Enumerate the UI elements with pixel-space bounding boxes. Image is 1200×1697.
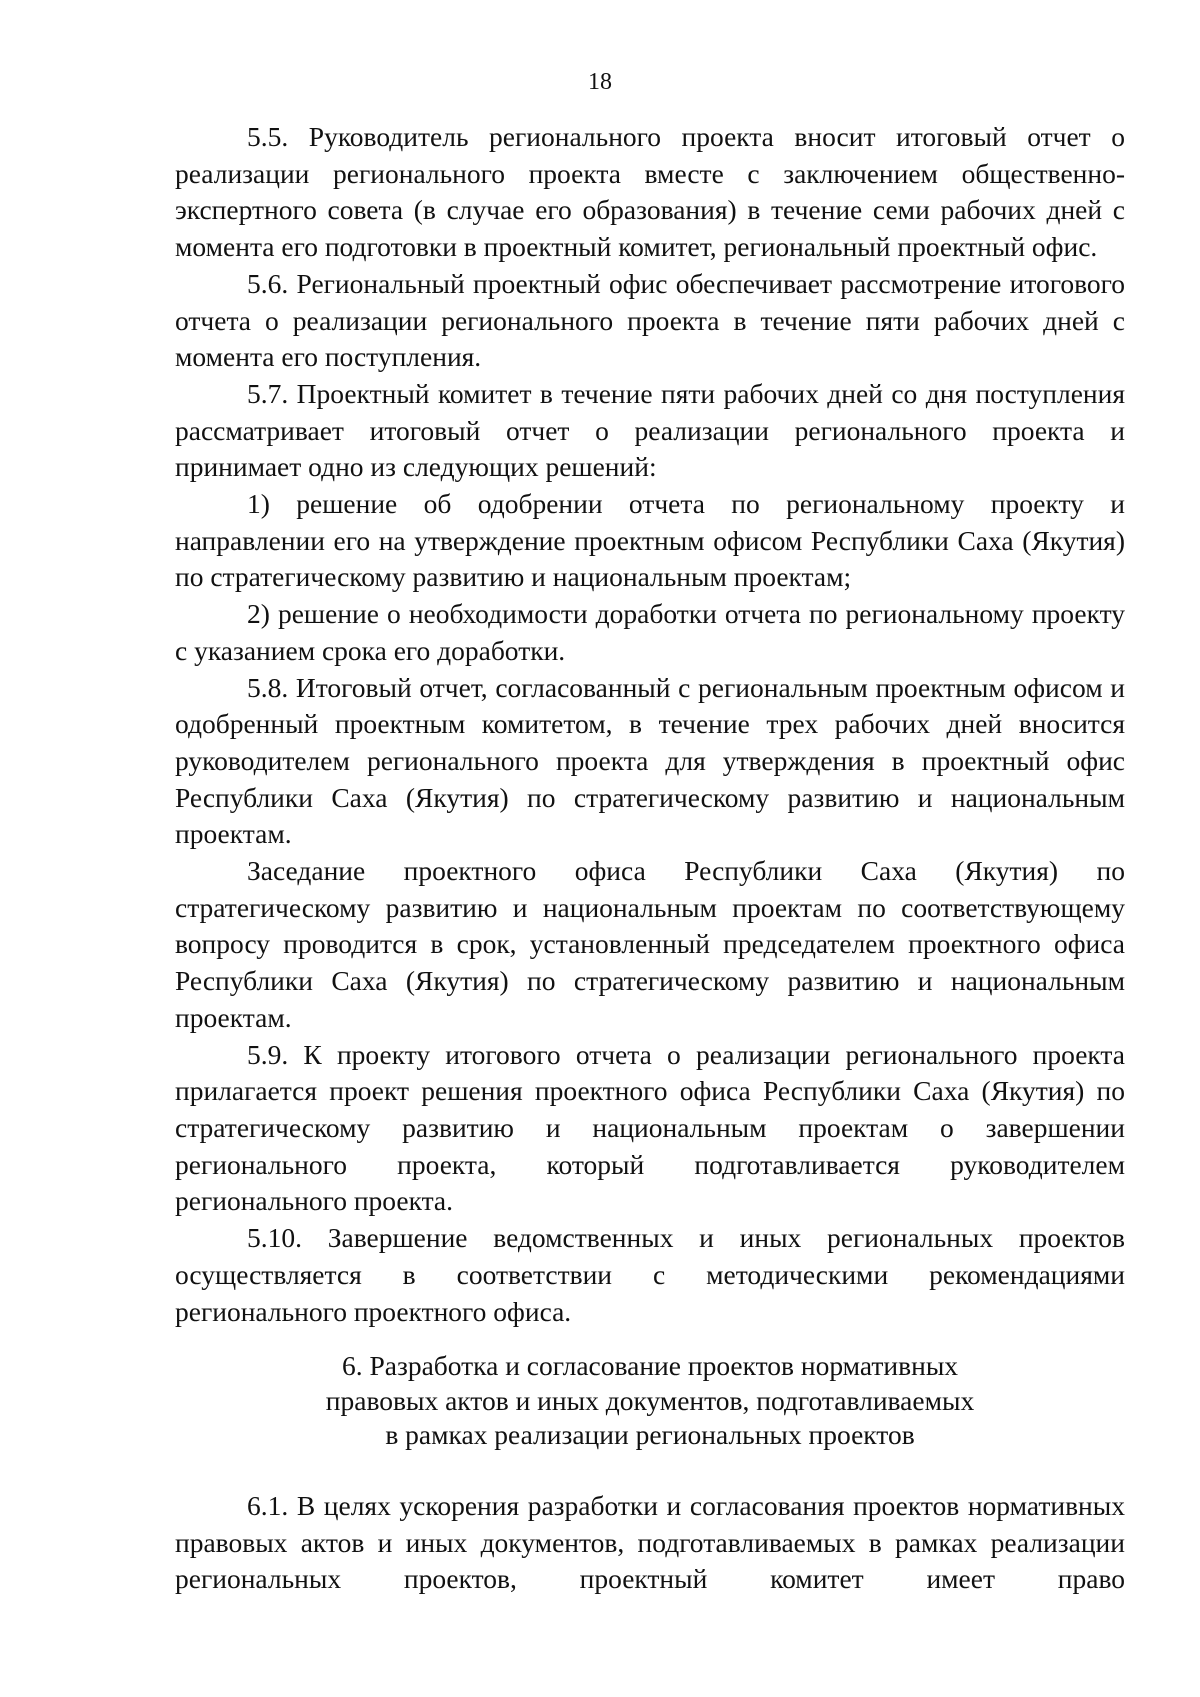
section5-body xyxy=(175,119,1125,1330)
paragraph-5-7-item-1: 1) решение об одобрении отчета по региональному проекту и направлении его на утверждение проектным офисом Республики Саха (Якутия) по стратегическому развитию и национальным проектам; xyxy=(175,488,1125,593)
section-6-heading-line-1: 6. Разработка и согласование проектов нормативных xyxy=(341,1350,959,1381)
paragraph-5-6: 5.6. Региональный проектный офис обеспечивает рассмотрение итогового отчета о реализации регионального проекта в течение пяти рабочих дней с момента его поступления. xyxy=(175,267,1125,373)
section-6-heading-line-3: в рамках реализации региональных проектов xyxy=(385,1419,915,1450)
section-6-heading xyxy=(175,1349,1125,1453)
paragraph-5-9: 5.9. К проекту итогового отчета о реализации регионального проекта прилагается проект решения проектного офиса Республики Саха (Якутия) по стратегическому развитию и национальным проектам о завершении регионального проекта, который подготавливается руководителем регионального проекта. xyxy=(175,1038,1125,1217)
paragraph-5-8-meeting: Заседание проектного офиса Республики Саха (Якутия) по стратегическому развитию и национальным проектам по соответствующему вопросу проводится в срок, установленный председателем проектного офиса Республики Саха (Якутия) по стратегическому развитию и национальным проектам. xyxy=(175,855,1125,1033)
page-number: 18 xyxy=(588,69,612,95)
paragraph-5-5: 5.5. Руководитель регионального проекта вносит итоговый отчет о реализации регионального проекта вместе с заключением общественно-экспертного совета (в случае его образования) в течение семи рабочих дней с момента его подготовки в проектный комитет, региональный проектный офис. xyxy=(175,121,1125,263)
section6-body xyxy=(175,1488,1125,1598)
paragraph-5-10: 5.10. Завершение ведомственных и иных региональных проектов осуществляется в соответствии с методическими рекомендациями регионального проектного офиса. xyxy=(175,1222,1125,1327)
paragraph-5-8: 5.8. Итоговый отчет, согласованный с региональным проектным офисом и одобренный проектным комитетом, в течение трех рабочих дней вносится руководителем регионального проекта для утверждения в проектный офис Республики Саха (Якутия) по стратегическому развитию и национальным проектам. xyxy=(175,671,1125,850)
section-6-heading-line-2: правовых актов и иных документов, подготавливаемых xyxy=(325,1384,975,1416)
paragraph-5-7: 5.7. Проектный комитет в течение пяти рабочих дней со дня поступления рассматривает итоговый отчет о реализации регионального проекта и принимает одно из следующих решений: xyxy=(175,377,1125,483)
paragraph-6-1: 6.1. В целях ускорения разработки и согласования проектов нормативных правовых актов и иных документов, подготавливаемых в рамках реализации региональных проектов, проектный комитет имеет право xyxy=(175,1490,1125,1595)
paragraph-5-7-item-2: 2) решение о необходимости доработки отчета по региональному проекту с указанием срока его доработки. xyxy=(175,598,1125,666)
